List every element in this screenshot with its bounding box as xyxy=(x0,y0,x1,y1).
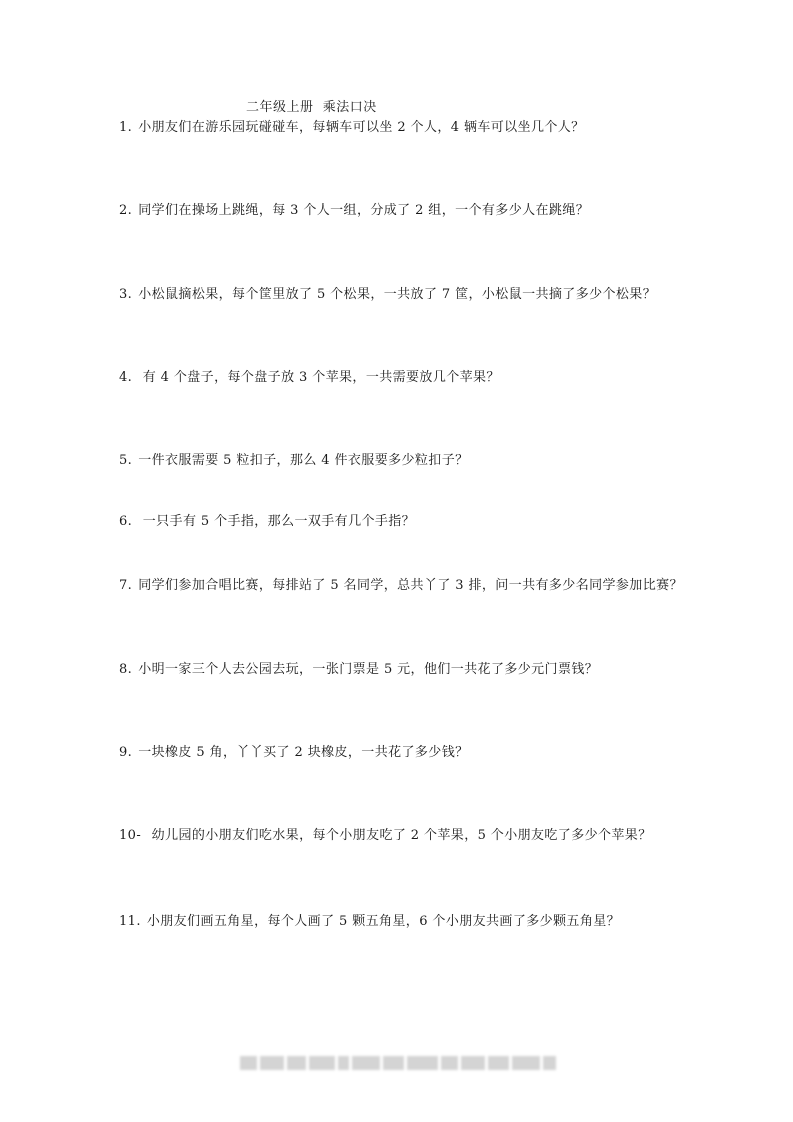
question-text: 幼儿园的小朋友们吃水果，每个小朋友吃了 2 个苹果，5 个小朋友吃了多少个苹果？ xyxy=(147,828,652,843)
question-4 xyxy=(119,368,689,387)
question-text: 同学们在操场上跳绳，每 3 个人一组，分成了 2 组，一个有多少人在跳绳？ xyxy=(138,203,590,218)
question-6 xyxy=(119,512,689,531)
question-text: 小朋友们画五角星，每个人画了 5 颗五角星，6 个小朋友共画了多少颗五角星？ xyxy=(146,914,621,929)
question-number: 2. xyxy=(119,203,133,218)
question-11 xyxy=(119,912,689,931)
question-number: 8. xyxy=(119,662,133,677)
question-number: 9. xyxy=(119,745,133,760)
question-10 xyxy=(119,826,689,845)
question-text: 小松鼠摘松果，每个筐里放了 5 个松果，一共放了 7 筐，小松鼠一共摘了多少个松果？ xyxy=(138,287,657,302)
question-text: 小明一家三个人去公园去玩，一张门票是 5 元，他们一共花了多少元门票钱？ xyxy=(138,662,599,677)
question-5 xyxy=(119,451,689,470)
document-title: 二年级上册 乘法口决 xyxy=(246,100,377,115)
question-3 xyxy=(119,285,689,304)
question-number: 3. xyxy=(119,287,133,302)
question-9 xyxy=(119,743,689,762)
question-text: 一只手有 5 个手指，那么一双手有几个手指？ xyxy=(138,514,416,529)
question-text: 有 4 个盘子，每个盘子放 3 个苹果，一共需要放几个苹果？ xyxy=(138,370,500,385)
question-text: 同学们参加合唱比赛，每排站了 5 名同学，总共丫了 3 排，问一共有多少名同学参加比赛？ xyxy=(138,578,683,593)
question-text: 一块橡皮 5 角，丫丫买了 2 块橡皮，一共花了多少钱？ xyxy=(138,745,469,760)
question-text: 一件衣服需要 5 粒扣子，那么 4 件衣服要多少粒扣子？ xyxy=(138,453,469,468)
question-number: 1. xyxy=(119,120,133,135)
question-2 xyxy=(119,201,689,220)
question-number: 6. xyxy=(119,514,133,529)
blurred-footer-watermark xyxy=(240,1056,556,1070)
question-number: 11. xyxy=(119,914,141,929)
question-number: 10- xyxy=(119,828,142,843)
question-number: 4. xyxy=(119,370,133,385)
question-1 xyxy=(119,118,689,137)
question-number: 7. xyxy=(119,578,133,593)
question-number: 5. xyxy=(119,453,133,468)
question-8 xyxy=(119,660,689,679)
question-7 xyxy=(119,576,689,595)
question-text: 小朋友们在游乐园玩碰碰车，每辆车可以坐 2 个人，4 辆车可以坐几个人？ xyxy=(138,120,585,135)
